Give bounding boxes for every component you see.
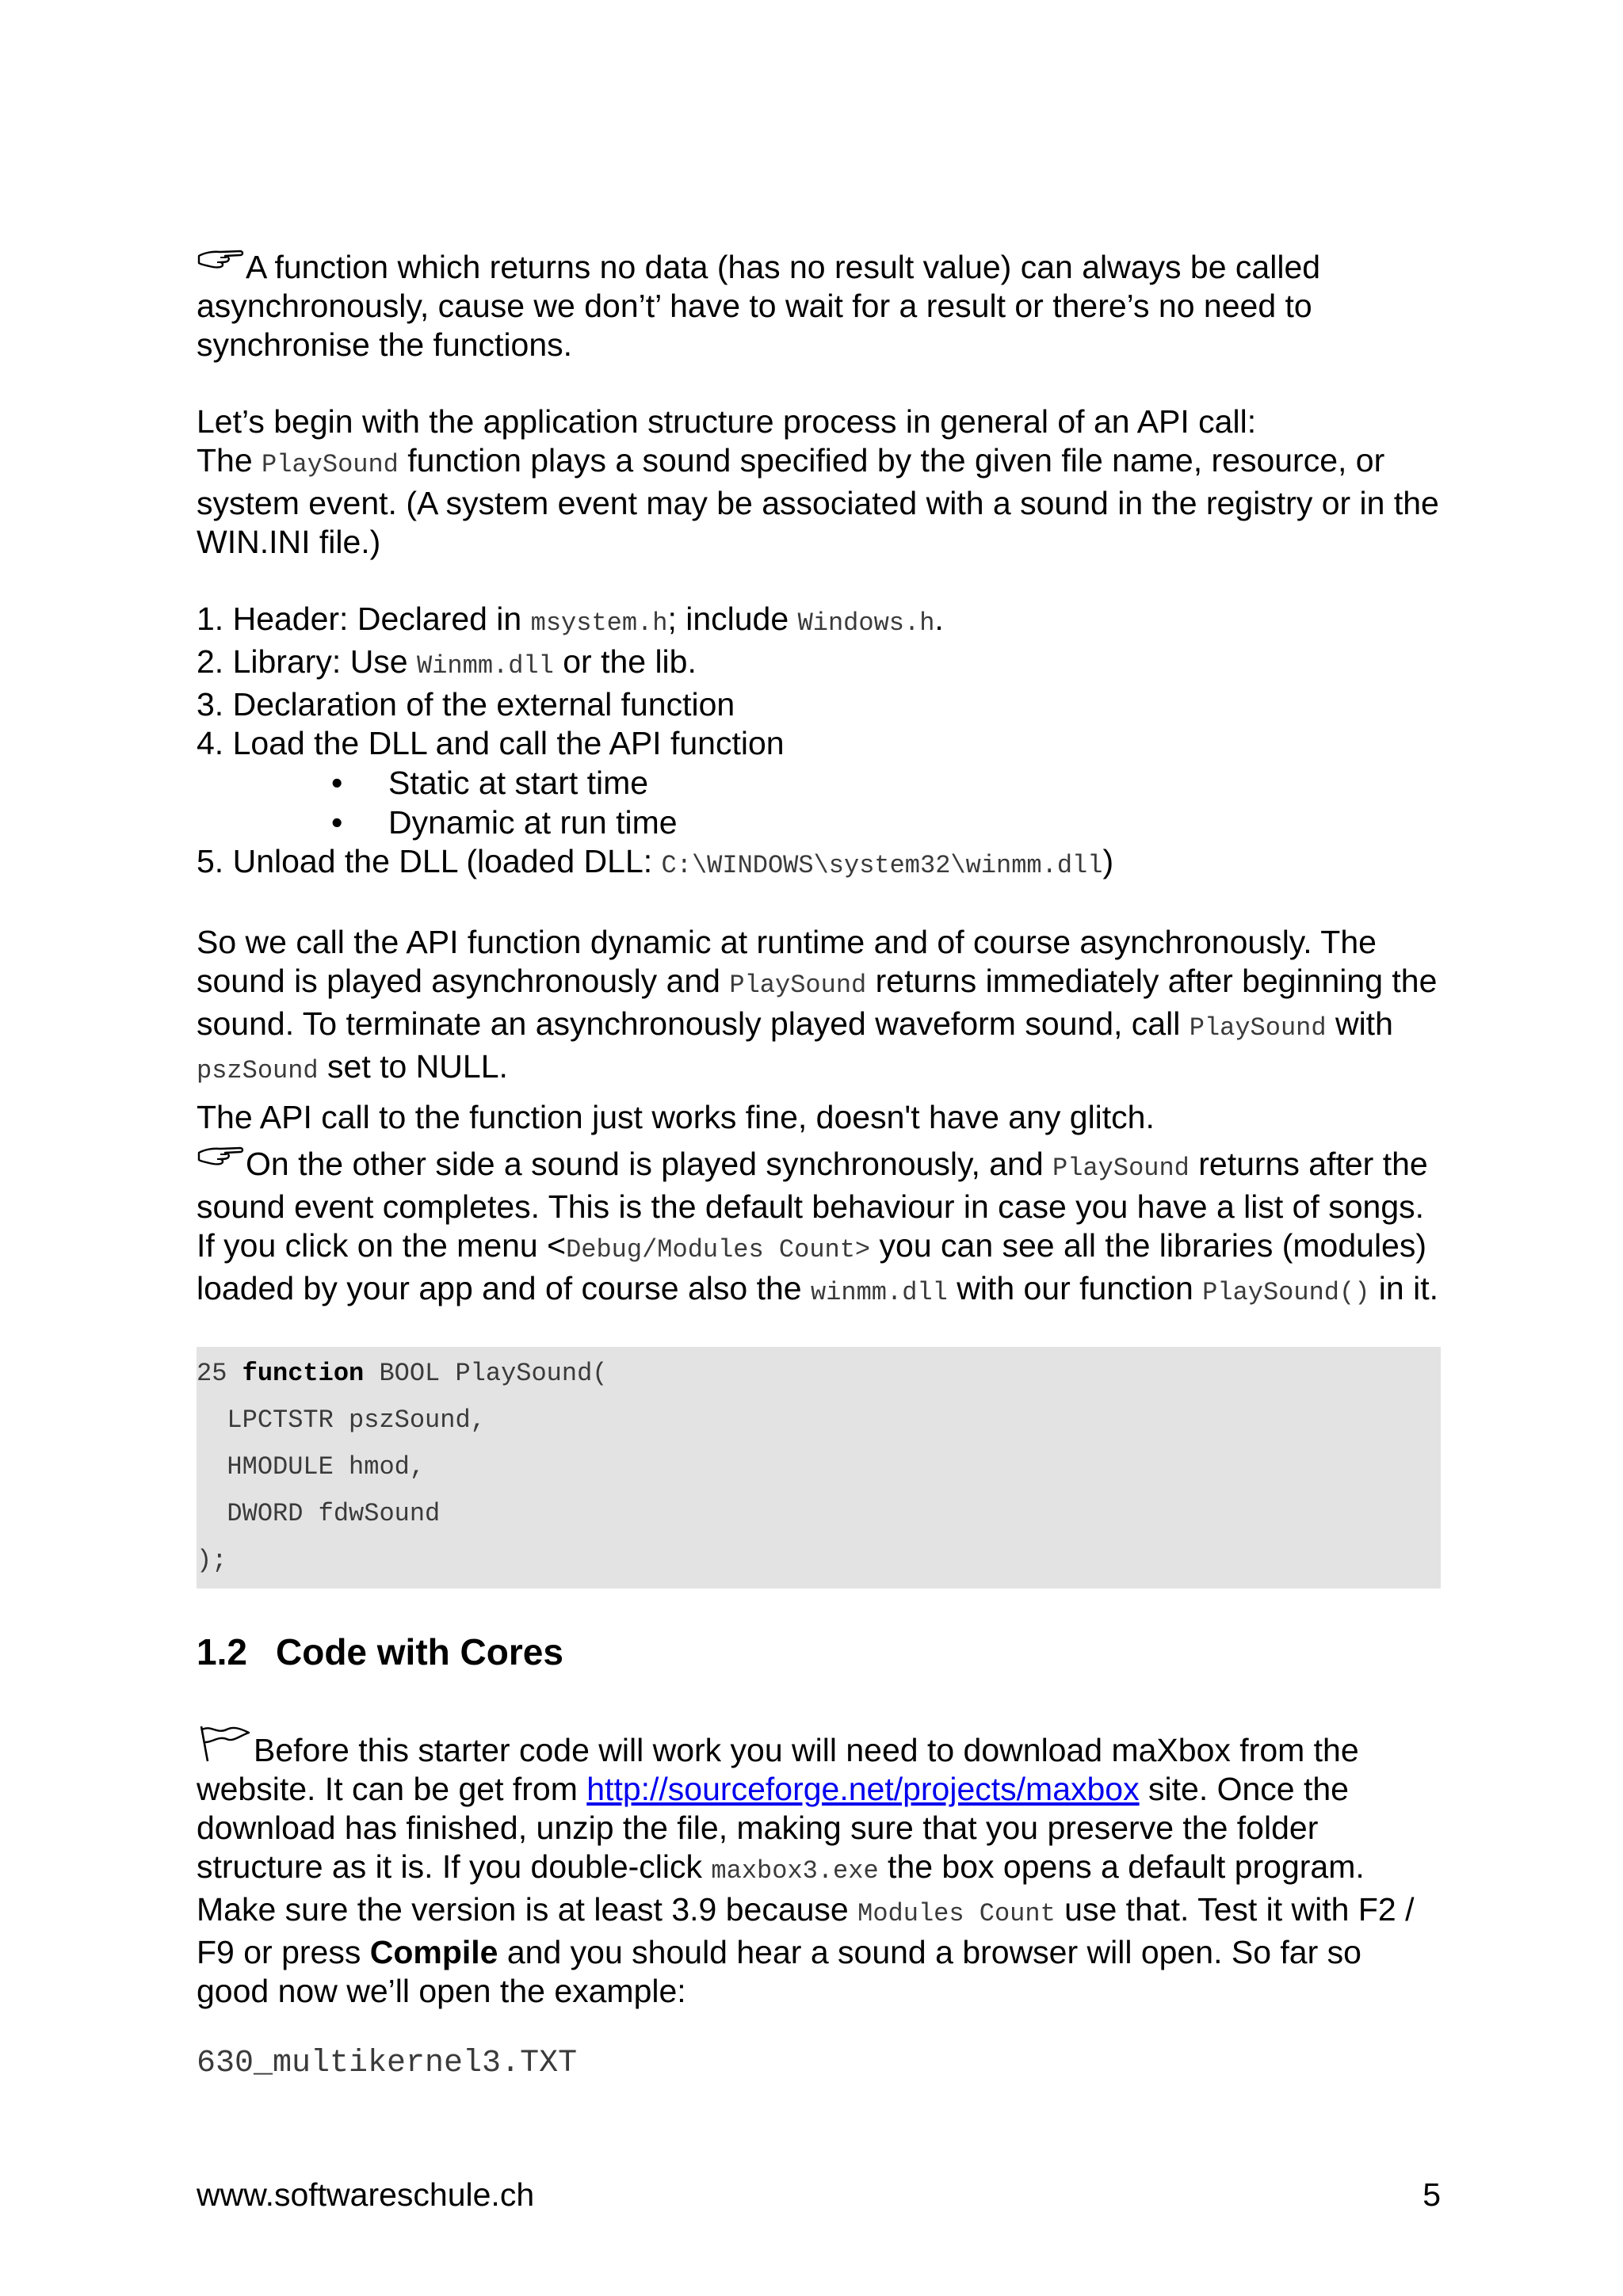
footer-site: www.softwareschule.ch <box>197 2176 535 2213</box>
code-keyword: function <box>242 1359 365 1388</box>
intro-line: Let’s begin with the application structure process in general of an API call: <box>197 403 1257 440</box>
step-text: 2. Library: Use <box>197 643 417 680</box>
section-number: 1.2 <box>197 1631 247 1672</box>
text: returns after the sound event completes. This is the default behaviour in case you have a list of songs. <box>197 1146 1428 1225</box>
inline-code: Modules Count <box>857 1899 1056 1928</box>
inline-code: C:\WINDOWS\system32\winmm.dll <box>661 851 1103 880</box>
example-filename: 630_multikernel3.TXT <box>197 2046 578 2081</box>
step-library <box>197 643 1441 685</box>
code-block <box>197 1347 1441 1589</box>
section-title: Code with Cores <box>276 1631 563 1672</box>
step-text: . <box>934 601 944 637</box>
bullet-text: Static at start time <box>388 765 649 801</box>
flag-icon <box>197 1723 254 1764</box>
step-text: 5. Unload the DLL (loaded DLL: <box>197 843 662 879</box>
section-heading <box>197 1628 1441 1676</box>
paragraph-async-note <box>197 248 1441 364</box>
bullet-item <box>331 763 1441 803</box>
inline-code-menu: Debug/Modules Count> <box>566 1235 871 1264</box>
text: returns immediately after beginning the sound. To terminate an asynchronously played waveform sound, call <box>197 963 1438 1042</box>
text: in it. <box>1369 1270 1438 1306</box>
paragraph-sync-note <box>197 1145 1441 1312</box>
inline-code-playsound: PlaySound <box>262 450 399 479</box>
paragraph-works-fine: The API call to the function just works fine, doesn't have any glitch. <box>197 1099 1155 1135</box>
step-load-dll: 4. Load the DLL and call the API function <box>197 725 785 761</box>
paragraph-async-text: A function which returns no data (has no result value) can always be called asynchronously, cause we don’t’ have to wait for a result or there’s no need to synchronise the functions. <box>197 249 1321 363</box>
inline-code: PlaySound() <box>1202 1278 1370 1307</box>
pointing-hand-icon <box>197 248 246 280</box>
bullet-item <box>331 803 1441 842</box>
paragraph-playsound-intro <box>197 402 1441 562</box>
inline-code: Windows.h <box>797 608 935 638</box>
step-text: or the lib. <box>553 643 697 680</box>
bullet-text: Dynamic at run time <box>388 804 678 841</box>
text: If you click on the menu < <box>197 1227 567 1264</box>
bullet-dot: • <box>331 765 343 801</box>
step-text: ) <box>1102 843 1114 879</box>
paragraph-download <box>197 1723 1441 2011</box>
code-text: BOOL PlaySound( <box>364 1359 608 1388</box>
paragraph-async-call <box>197 923 1441 1090</box>
pointing-hand-icon <box>197 1145 246 1177</box>
text: So we call the API function dynamic at runtime and of course asynchronously. The sound is played asynchronously and <box>197 924 1377 999</box>
text: Before this starter code will work you will need to download maXbox from the website. It can be get from <box>197 1732 1359 1807</box>
compile-bold: Compile <box>369 1934 498 1970</box>
bullet-dot: • <box>331 804 343 841</box>
code-line: LPCTSTR pszSound, <box>197 1405 486 1435</box>
step-unload <box>197 842 1441 885</box>
text: and you should hear a sound a browser will open. So far so good now we’ll open the example: <box>197 1934 1361 2009</box>
step-text: ; include <box>667 601 798 637</box>
api-steps-list <box>197 600 1441 885</box>
text: with <box>1326 1005 1393 1042</box>
intro-text-pre: The <box>197 442 262 479</box>
page-footer <box>197 2175 1441 2214</box>
step-text: 1. Header: Declared in <box>197 601 531 637</box>
inline-code: PlaySound <box>729 971 867 1000</box>
bullet-list <box>197 763 1441 842</box>
code-line <box>197 1350 1441 1397</box>
inline-code: winmm.dll <box>810 1278 948 1307</box>
code-line: DWORD fdwSound <box>197 1499 441 1528</box>
inline-code: maxbox3.exe <box>711 1856 879 1886</box>
page-number: 5 <box>1423 2176 1441 2213</box>
code-line: HMODULE hmod, <box>197 1452 426 1482</box>
inline-code: msystem.h <box>530 608 668 638</box>
inline-code: PlaySound <box>1052 1154 1190 1183</box>
code-line: ); <box>197 1546 227 1575</box>
code-line-number: 25 <box>197 1359 242 1388</box>
step-bullets <box>197 763 1441 842</box>
text: site. Once the download has finished, unzip the file, making sure that you preserve the folder structure as it is. If you double-click <box>197 1771 1349 1885</box>
text: the box opens a default program. Make sure the version is at least 3.9 because <box>197 1848 1365 1928</box>
sourceforge-link[interactable]: http://sourceforge.net/projects/maxbox <box>586 1771 1140 1807</box>
step-header <box>197 600 1441 643</box>
text: use that. Test it with F2 / F9 or press <box>197 1891 1415 1970</box>
text: set to NULL. <box>318 1048 508 1085</box>
step-declaration: 3. Declaration of the external function <box>197 686 735 723</box>
inline-code: pszSound <box>197 1056 319 1085</box>
text: you can see all the libraries (modules) loaded by your app and of course also the <box>197 1227 1427 1306</box>
inline-code: PlaySound <box>1189 1013 1327 1043</box>
document-body <box>197 248 1441 2081</box>
inline-code: Winmm.dll <box>417 651 554 681</box>
intro-text-post: function plays a sound specified by the given file name, resource, or system event. (A system event may be associated with a sound in the registry or in the WIN.INI file.) <box>197 442 1439 560</box>
text: with our function <box>947 1270 1203 1306</box>
text: On the other side a sound is played synchronously, and <box>246 1146 1053 1182</box>
